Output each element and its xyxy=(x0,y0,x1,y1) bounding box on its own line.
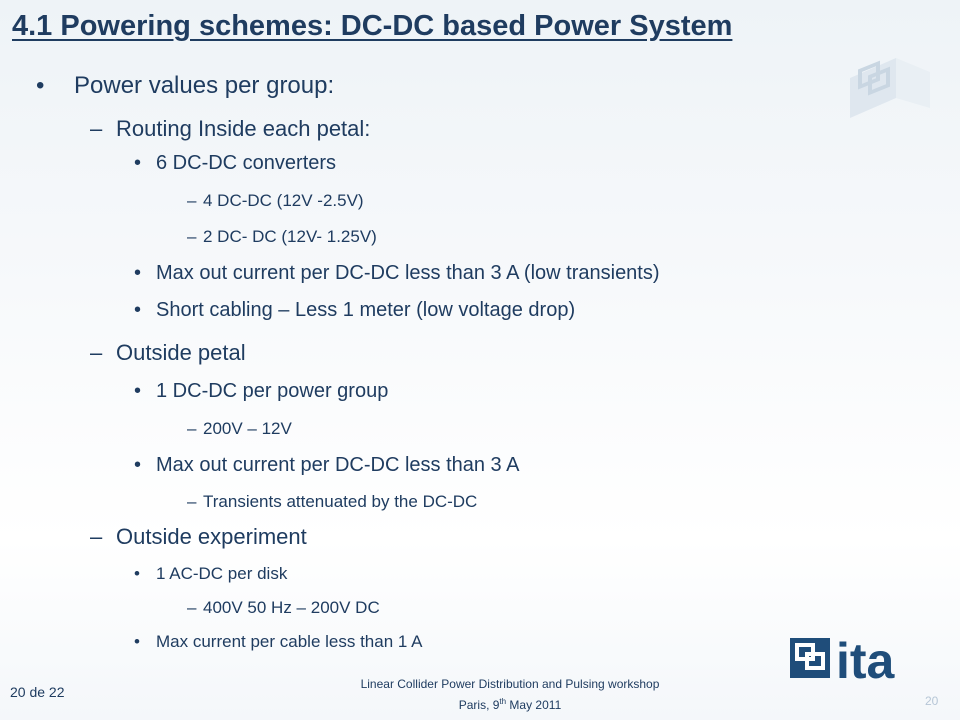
date-suffix: May 2011 xyxy=(506,698,562,712)
bullet-level1 xyxy=(36,72,334,100)
bullet-text: Routing Inside each petal: xyxy=(116,116,371,141)
bullet-marker: – xyxy=(187,598,197,617)
bullet-marker: • xyxy=(36,72,45,99)
date-prefix: Paris, 9 xyxy=(458,698,500,712)
bullet-level2 xyxy=(90,524,307,550)
bullet-marker: • xyxy=(134,632,140,651)
bullet-marker: – xyxy=(187,227,197,246)
bullet-marker: – xyxy=(187,419,197,438)
bullet-text: Power values per group: xyxy=(74,72,335,99)
bullet-level3 xyxy=(134,152,336,175)
slide-title: 4.1 Powering schemes: DC-DC based Power System xyxy=(12,10,733,42)
bullet-text: Transients attenuated by the DC-DC xyxy=(203,492,478,511)
bullet-marker: • xyxy=(134,262,142,284)
bullet-marker: • xyxy=(134,299,142,321)
bullet-marker: – xyxy=(90,524,103,549)
bullet-marker: – xyxy=(90,340,103,365)
page-counter: 20 de 22 xyxy=(10,684,65,700)
bullet-marker: – xyxy=(90,116,103,141)
bullet-text: 6 DC-DC converters xyxy=(156,152,337,174)
bullet-marker: – xyxy=(187,492,197,511)
date-superscript: th xyxy=(499,697,507,706)
bullet-marker: – xyxy=(187,191,197,210)
slide-number: 20 xyxy=(925,694,939,708)
bullet-level3 xyxy=(134,380,388,403)
footer-event xyxy=(270,676,750,714)
bullet-text: 4 DC-DC (12V -2.5V) xyxy=(203,191,364,210)
bullet-level4 xyxy=(187,419,292,439)
bullet-text: 400V 50 Hz – 200V DC xyxy=(203,598,380,617)
bullet-level3 xyxy=(134,299,575,322)
bullet-marker: • xyxy=(134,380,142,402)
bullet-text: 200V – 12V xyxy=(203,419,292,438)
bullet-level3 xyxy=(134,454,519,477)
bullet-marker: • xyxy=(134,152,142,174)
bullet-marker: • xyxy=(134,454,142,476)
bullet-text: 1 DC-DC per power group xyxy=(156,380,389,402)
bullet-text: 1 AC-DC per disk xyxy=(156,564,288,583)
ita-logo-icon xyxy=(790,638,830,678)
bullet-level4 xyxy=(187,191,364,211)
bullet-level2 xyxy=(90,340,246,366)
bullet-text: Max current per cable less than 1 A xyxy=(156,632,423,651)
bullet-level4 xyxy=(187,598,380,618)
bullet-text: 2 DC- DC (12V- 1.25V) xyxy=(203,227,377,246)
bullet-text: Outside petal xyxy=(116,340,246,365)
bullet-text: Max out current per DC-DC less than 3 A xyxy=(156,454,520,476)
bullet-level4 xyxy=(187,492,477,512)
bullet-level3 xyxy=(134,564,287,584)
bullet-text: Short cabling – Less 1 meter (low voltage drop) xyxy=(156,299,576,321)
bullet-level2 xyxy=(90,116,370,142)
event-date xyxy=(270,693,750,714)
bullet-level3 xyxy=(134,262,660,285)
bullet-marker: • xyxy=(134,564,140,583)
bullet-text: Outside experiment xyxy=(116,524,307,549)
bullet-text: Max out current per DC-DC less than 3 A (low transients) xyxy=(156,262,660,284)
event-line: Linear Collider Power Distribution and Pulsing workshop xyxy=(360,677,660,691)
ita-logo xyxy=(788,634,948,686)
bullet-level3 xyxy=(134,632,422,652)
bullet-level4 xyxy=(187,227,377,247)
logo-text: ita xyxy=(836,634,895,686)
